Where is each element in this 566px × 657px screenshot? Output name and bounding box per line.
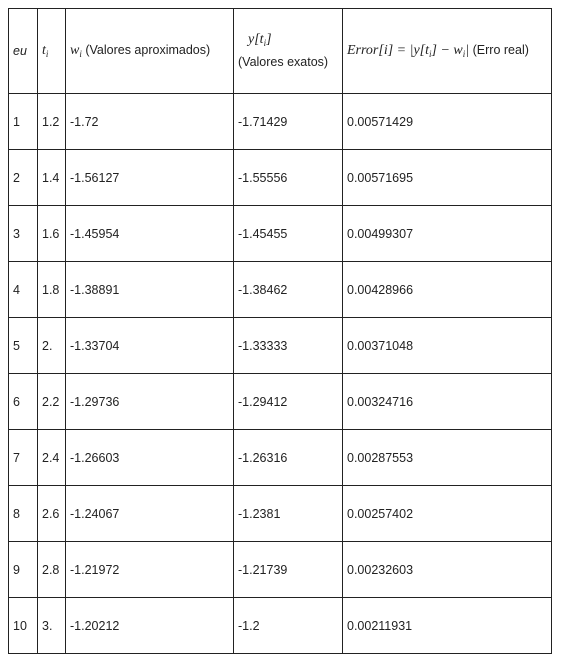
header-w: [66, 9, 234, 94]
cell-exact: -1.45455: [234, 206, 343, 262]
cell-index: 3: [9, 206, 38, 262]
cell-index: 5: [9, 318, 38, 374]
t-symbol: t: [42, 43, 46, 58]
cell-approx: -1.72: [66, 94, 234, 150]
w-subscript: i: [79, 49, 82, 59]
table-row: [9, 598, 552, 654]
cell-exact: -1.29412: [234, 374, 343, 430]
cell-error: 0.00211931: [343, 598, 552, 654]
cell-t: 1.2: [38, 94, 66, 150]
cell-index: 7: [9, 430, 38, 486]
cell-approx: -1.24067: [66, 486, 234, 542]
cell-approx: -1.38891: [66, 262, 234, 318]
cell-approx: -1.56127: [66, 150, 234, 206]
cell-exact: -1.38462: [234, 262, 343, 318]
cell-error: 0.00571429: [343, 94, 552, 150]
header-y-stack: [238, 32, 338, 70]
cell-index: 6: [9, 374, 38, 430]
header-y-label: (Valores exatos): [238, 54, 329, 69]
cell-index: 4: [9, 262, 38, 318]
header-index: [9, 9, 38, 94]
cell-t: 2.4: [38, 430, 66, 486]
header-t-symbol: [42, 43, 48, 58]
err-formula-mid: ] − w: [431, 43, 463, 58]
table-row: [9, 374, 552, 430]
table-row: [9, 206, 552, 262]
t-subscript: i: [45, 49, 49, 59]
table-row: [9, 542, 552, 598]
cell-approx: -1.20212: [66, 598, 234, 654]
cell-exact: -1.71429: [234, 94, 343, 150]
y-formula-prefix: y[t: [248, 32, 264, 48]
header-w-label: (Valores aproximados): [85, 43, 211, 57]
cell-error: 0.00571695: [343, 150, 552, 206]
header-index-label: eu: [13, 44, 27, 58]
cell-exact: -1.26316: [234, 430, 343, 486]
table-row: [9, 486, 552, 542]
cell-approx: -1.33704: [66, 318, 234, 374]
header-y: [234, 9, 343, 94]
cell-t: 1.8: [38, 262, 66, 318]
cell-approx: -1.29736: [66, 374, 234, 430]
header-w-symbol: [70, 43, 82, 58]
table-body: [9, 9, 552, 654]
cell-error: 0.00371048: [343, 318, 552, 374]
cell-index: 9: [9, 542, 38, 598]
cell-error: 0.00232603: [343, 542, 552, 598]
table-row: [9, 94, 552, 150]
cell-exact: -1.2381: [234, 486, 343, 542]
cell-t: 3.: [38, 598, 66, 654]
header-y-formula: [248, 32, 338, 49]
cell-approx: -1.45954: [66, 206, 234, 262]
cell-index: 1: [9, 94, 38, 150]
w-symbol: w: [70, 43, 80, 58]
cell-t: 2.6: [38, 486, 66, 542]
err-formula-right: |: [465, 43, 470, 58]
cell-index: 10: [9, 598, 38, 654]
table-row: [9, 318, 552, 374]
err-formula-sub1: i: [429, 49, 432, 59]
y-formula-subscript: i: [263, 38, 267, 49]
cell-exact: -1.55556: [234, 150, 343, 206]
results-table: [8, 8, 552, 654]
cell-error: 0.00287553: [343, 430, 552, 486]
cell-error: 0.00499307: [343, 206, 552, 262]
header-row: [9, 9, 552, 94]
header-error-label: (Erro real): [472, 43, 529, 57]
cell-approx: -1.26603: [66, 430, 234, 486]
cell-exact: -1.33333: [234, 318, 343, 374]
cell-exact: -1.21739: [234, 542, 343, 598]
header-error: [343, 9, 552, 94]
err-formula-left: Error[i] = |y[t: [347, 43, 430, 58]
header-t: [38, 9, 66, 94]
cell-t: 1.6: [38, 206, 66, 262]
cell-error: 0.00257402: [343, 486, 552, 542]
cell-t: 2.8: [38, 542, 66, 598]
cell-t: 2.: [38, 318, 66, 374]
table-row: [9, 262, 552, 318]
header-error-formula: [347, 43, 469, 58]
cell-error: 0.00428966: [343, 262, 552, 318]
cell-approx: -1.21972: [66, 542, 234, 598]
table-row: [9, 150, 552, 206]
cell-t: 2.2: [38, 374, 66, 430]
cell-exact: -1.2: [234, 598, 343, 654]
table-row: [9, 430, 552, 486]
cell-index: 2: [9, 150, 38, 206]
cell-index: 8: [9, 486, 38, 542]
cell-t: 1.4: [38, 150, 66, 206]
y-formula-suffix: ]: [266, 32, 272, 48]
err-formula-sub2: i: [462, 49, 466, 59]
cell-error: 0.00324716: [343, 374, 552, 430]
